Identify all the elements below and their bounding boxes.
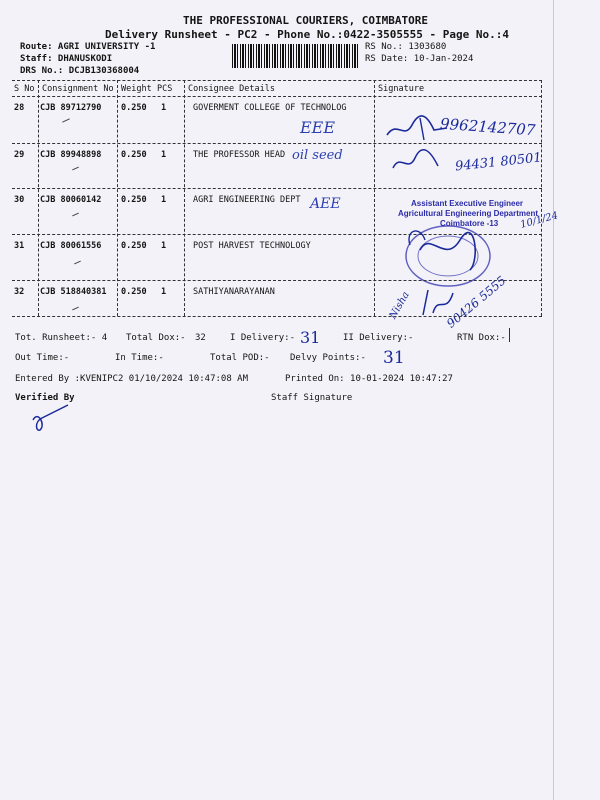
verified-by-label: Verified By: [15, 393, 75, 403]
row-consignment: CJB 89948898: [40, 150, 102, 160]
row-divider: [12, 143, 542, 144]
route-label: Route: AGRI UNIVERSITY -1: [20, 42, 156, 52]
tick-mark: [72, 167, 79, 171]
row-divider: [12, 188, 542, 189]
row-sno: 29: [14, 150, 25, 160]
handwritten-date: 10/1/24: [519, 210, 560, 231]
col-header-weight: Weight: [121, 84, 152, 94]
drs-number: DRS No.: DCJB130368004: [20, 66, 140, 76]
row-consignment: CJB 80061556: [40, 241, 102, 251]
handwritten-name: Nisha: [387, 289, 412, 322]
table-top-rule: [12, 80, 542, 81]
row-divider: [12, 280, 542, 281]
row-consignee: SATHIYANARAYANAN: [193, 287, 275, 297]
col-header-sno: S No: [14, 84, 35, 94]
signature-scribble: [418, 285, 463, 320]
row-weight: 0.250: [121, 103, 147, 113]
row-consignment: CJB 89712790: [40, 103, 102, 113]
tick-mark: [74, 261, 81, 265]
rtn-dox-label: RTN Dox:-: [457, 333, 506, 343]
row-sno: 30: [14, 195, 25, 205]
tick-mark: [62, 118, 70, 122]
delvy-points-value: 31: [383, 348, 405, 368]
row-weight: 0.250: [121, 195, 147, 205]
row-pcs: 1: [161, 287, 167, 297]
handwritten-phone: 9962142707: [439, 114, 536, 140]
company-title: THE PROFESSIONAL COURIERS, COIMBATORE: [183, 14, 429, 27]
total-pod-label: Total POD:-: [210, 353, 270, 363]
table-bottom-rule: [12, 316, 542, 317]
i-delivery-value: 31: [300, 328, 321, 347]
rs-number: RS No.: 1303680: [365, 42, 447, 52]
staff-signature-label: Staff Signature: [271, 393, 353, 403]
row-pcs: 1: [161, 241, 167, 251]
signature-scribble: [390, 148, 450, 178]
out-time-label: Out Time:-: [15, 353, 70, 363]
col-header-consignee: Consignee Details: [188, 84, 275, 94]
row-pcs: 1: [161, 195, 167, 205]
handwritten-note: EEE: [300, 118, 336, 137]
row-consignee: THE PROFESSOR HEAD: [193, 150, 286, 160]
table-header-rule: [12, 96, 542, 97]
signature-scribble: [382, 110, 452, 145]
total-dox-value: 32: [195, 333, 206, 343]
staff-label: Staff: DHANUSKODI: [20, 54, 113, 64]
row-weight: 0.250: [121, 287, 147, 297]
row-weight: 0.250: [121, 241, 147, 251]
runsheet-subtitle: Delivery Runsheet - PC2 - Phone No.:0422-3505555 - Page No.:4: [105, 28, 509, 41]
delvy-points-label: Delvy Points:-: [290, 353, 366, 363]
row-sno: 28: [14, 103, 25, 113]
official-stamp-line: Assistant Executive Engineer: [411, 199, 524, 208]
col-header-pcs: PCS: [157, 84, 173, 94]
entered-by: Entered By :KVENIPC2 01/10/2024 10:47:08 AM: [15, 374, 248, 384]
row-pcs: 1: [161, 103, 167, 113]
col-header-signature: Signature: [378, 84, 425, 94]
row-weight: 0.250: [121, 150, 147, 160]
handwritten-note: AEE: [310, 196, 341, 212]
col-header-consignment: Consignment No: [42, 84, 114, 94]
row-pcs: 1: [161, 150, 167, 160]
in-time-label: In Time:-: [115, 353, 164, 363]
row-consignee: POST HARVEST TECHNOLOGY: [193, 241, 311, 251]
total-dox-label: Total Dox:-: [126, 333, 186, 343]
barcode-image: [232, 44, 360, 68]
tick-mark: [72, 213, 79, 217]
handwritten-phone: 94431 80501: [454, 150, 543, 175]
row-consignee: AGRI ENGINEERING DEPT: [193, 195, 301, 205]
row-consignment: CJB 518840381: [40, 287, 107, 297]
official-stamp-line: Agricultural Engineering Department: [398, 209, 539, 218]
printed-on: Printed On: 10-01-2024 10:47:27: [285, 374, 453, 384]
tick-mark: [72, 307, 79, 311]
row-consignee: GOVERMENT COLLEGE OF TECHNOLOG: [193, 103, 347, 113]
row-sno: 31: [14, 241, 25, 251]
official-stamp-line: Coimbatore -13: [440, 219, 499, 228]
verifier-signature: [28, 400, 73, 435]
handwritten-note: oil seed: [292, 148, 343, 163]
rtn-dox-mark: [509, 328, 510, 342]
row-consignment: CJB 80060142: [40, 195, 102, 205]
total-runsheet: Tot. Runsheet:- 4: [15, 333, 108, 343]
rs-date: RS Date: 10-Jan-2024: [365, 54, 474, 64]
paper-edge: [553, 0, 554, 800]
i-delivery-label: I Delivery:-: [230, 333, 296, 343]
handwritten-phone: 90426 5555: [443, 273, 509, 331]
row-sno: 32: [14, 287, 25, 297]
ii-delivery-label: II Delivery:-: [343, 333, 414, 343]
